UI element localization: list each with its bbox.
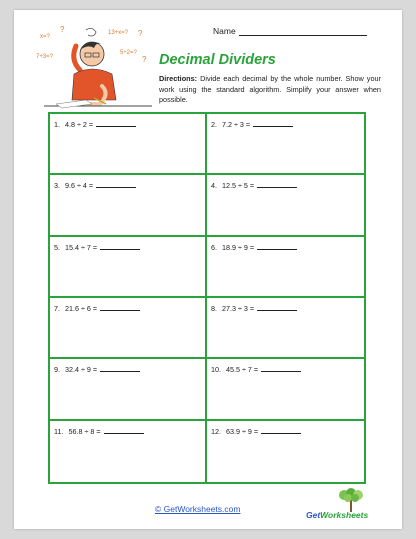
answer-blank[interactable] bbox=[100, 303, 140, 311]
problem-grid bbox=[48, 112, 366, 484]
problem-number: 8. bbox=[211, 303, 217, 313]
answer-blank[interactable] bbox=[261, 426, 301, 434]
problem-cell[interactable] bbox=[50, 237, 207, 298]
problem-number: 4. bbox=[211, 181, 217, 191]
name-label: Name bbox=[213, 26, 236, 36]
problem-expression: 9.6 ÷ 4 = bbox=[65, 181, 94, 191]
problem-cell[interactable] bbox=[207, 421, 364, 482]
svg-text:x=?: x=? bbox=[40, 34, 50, 40]
svg-text:?: ? bbox=[60, 25, 65, 34]
tree-logo-icon bbox=[306, 488, 396, 512]
problem-expression: 18.9 ÷ 9 = bbox=[222, 242, 255, 252]
problem-number: 6. bbox=[211, 242, 217, 252]
logo-text-get: Get bbox=[306, 510, 321, 520]
worksheet-page bbox=[14, 10, 402, 529]
problem-expression: 7.2 ÷ 3 = bbox=[222, 120, 251, 129]
answer-blank[interactable] bbox=[257, 242, 297, 250]
directions-label: Directions: bbox=[159, 74, 198, 83]
svg-text:7+3=?: 7+3=? bbox=[36, 54, 54, 60]
name-blank-line[interactable] bbox=[239, 26, 367, 36]
problem-number: 7. bbox=[54, 303, 60, 313]
problem-number: 12. bbox=[211, 426, 221, 436]
problem-expression: 32.4 ÷ 9 = bbox=[65, 365, 98, 375]
answer-blank[interactable] bbox=[257, 303, 297, 311]
answer-blank[interactable] bbox=[96, 119, 136, 127]
confused-student-illustration bbox=[36, 24, 154, 116]
logo-text bbox=[306, 510, 368, 520]
problem-number: 9. bbox=[54, 365, 60, 375]
getworksheets-logo[interactable] bbox=[306, 488, 396, 528]
problem-expression: 12.5 ÷ 5 = bbox=[222, 181, 255, 191]
problem-number: 10. bbox=[211, 365, 221, 375]
svg-text:?: ? bbox=[142, 55, 147, 64]
name-field[interactable] bbox=[213, 26, 367, 36]
svg-text:5÷2=?: 5÷2=? bbox=[120, 50, 137, 56]
svg-text:?: ? bbox=[138, 29, 143, 38]
answer-blank[interactable] bbox=[257, 180, 297, 188]
problem-expression: 15.4 ÷ 7 = bbox=[65, 242, 98, 252]
problem-expression: 56.8 ÷ 8 = bbox=[68, 426, 101, 436]
problem-expression: 27.3 ÷ 3 = bbox=[222, 303, 255, 313]
problem-expression: 45.5 ÷ 7 = bbox=[226, 365, 259, 375]
problem-cell[interactable] bbox=[50, 298, 207, 359]
answer-blank[interactable] bbox=[261, 364, 301, 372]
logo-text-worksheets: Worksheets bbox=[320, 510, 369, 520]
problem-number: 3. bbox=[54, 181, 60, 191]
problem-cell[interactable] bbox=[207, 237, 364, 298]
problem-cell[interactable] bbox=[207, 359, 364, 420]
problem-number: 2. bbox=[211, 120, 217, 129]
problem-expression: 4.8 ÷ 2 = bbox=[65, 120, 94, 129]
copyright-link[interactable]: © GetWorksheets.com bbox=[155, 504, 241, 514]
problem-number: 11. bbox=[54, 426, 64, 436]
answer-blank[interactable] bbox=[100, 364, 140, 372]
directions-text: Divide each decimal by the whole number. Show your work using the standard algorithm. Simplify your answer when possible. bbox=[159, 74, 381, 104]
directions bbox=[159, 74, 381, 106]
problem-cell[interactable] bbox=[50, 175, 207, 236]
problem-cell[interactable] bbox=[50, 359, 207, 420]
problem-number: 5. bbox=[54, 242, 60, 252]
problem-expression: 63.9 ÷ 9 = bbox=[226, 426, 259, 436]
answer-blank[interactable] bbox=[104, 426, 144, 434]
svg-text:13+x=?: 13+x=? bbox=[108, 30, 129, 36]
problem-cell[interactable] bbox=[207, 175, 364, 236]
answer-blank[interactable] bbox=[100, 242, 140, 250]
problem-cell[interactable] bbox=[50, 421, 207, 482]
problem-cell[interactable] bbox=[50, 114, 207, 175]
answer-blank[interactable] bbox=[253, 119, 293, 127]
problem-number: 1. bbox=[54, 120, 60, 129]
problem-cell[interactable] bbox=[207, 298, 364, 359]
problem-expression: 21.6 ÷ 6 = bbox=[65, 303, 98, 313]
worksheet-title: Decimal Dividers bbox=[159, 52, 276, 68]
problem-cell[interactable] bbox=[207, 114, 364, 175]
answer-blank[interactable] bbox=[96, 180, 136, 188]
